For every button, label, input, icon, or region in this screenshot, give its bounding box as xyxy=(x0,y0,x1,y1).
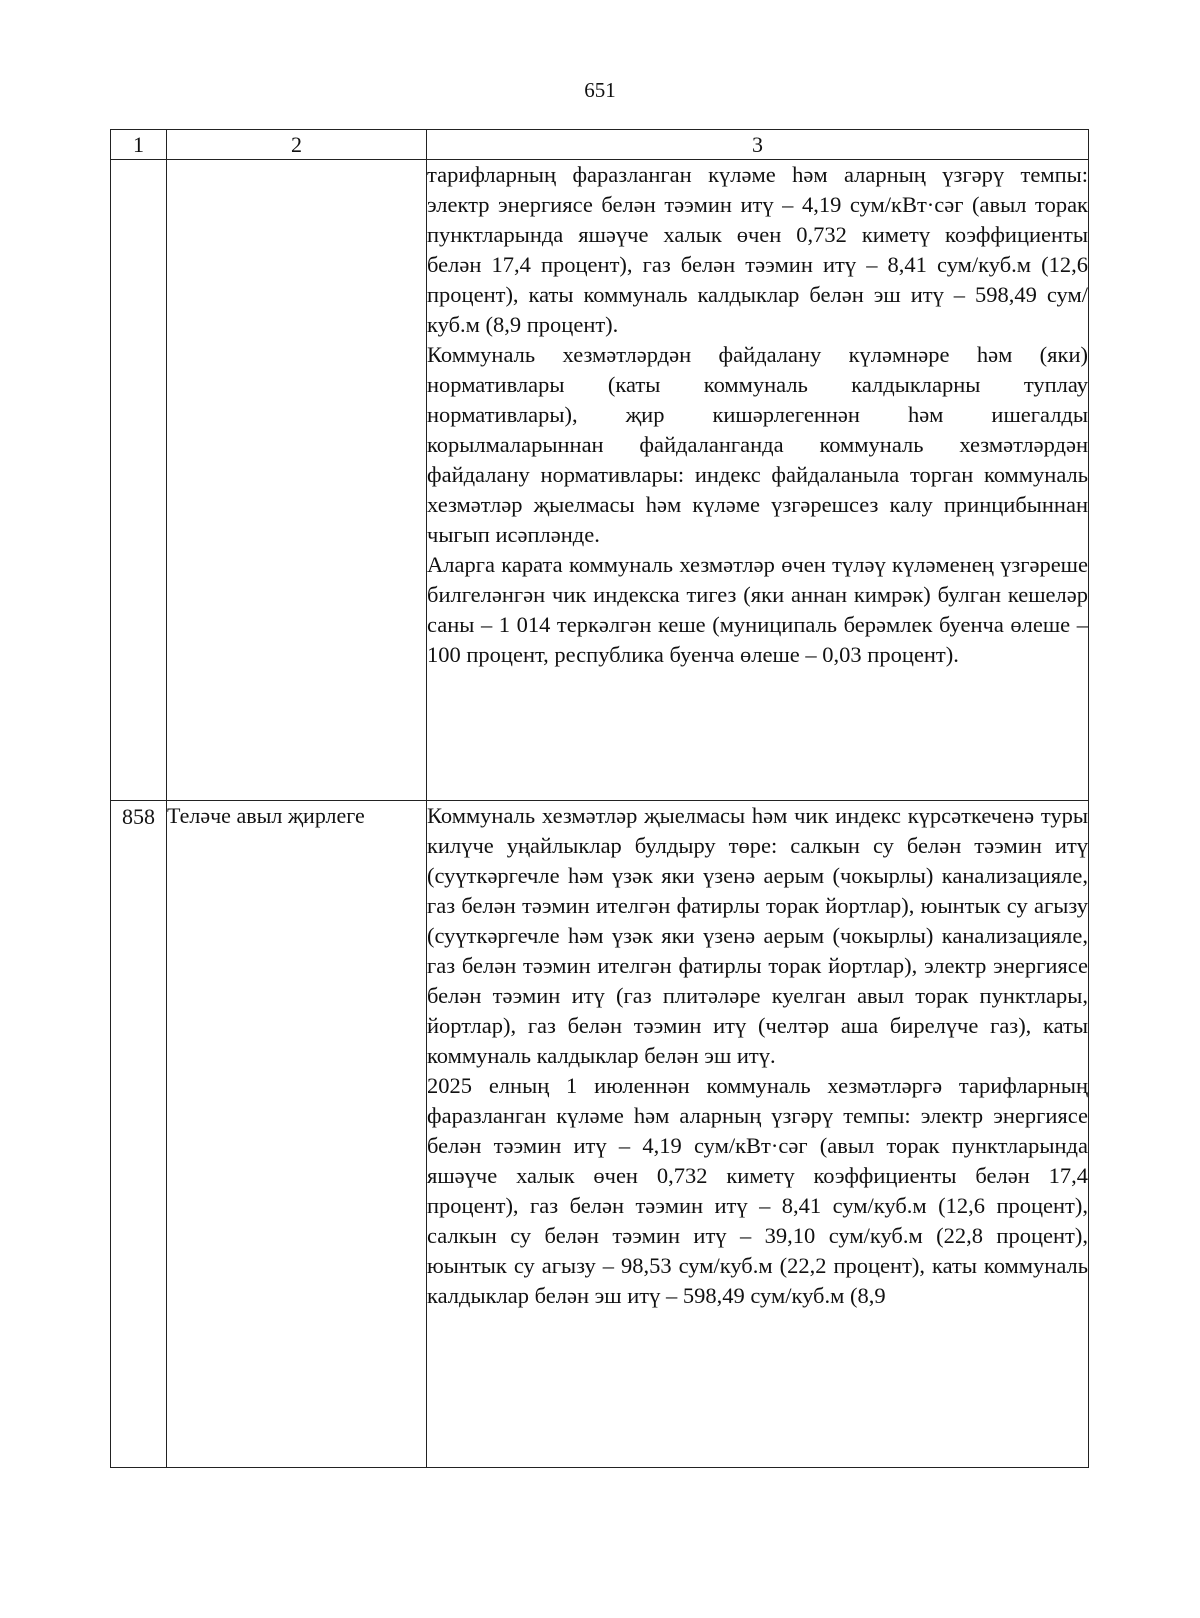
header-cell-2: 2 xyxy=(167,130,427,160)
description-cell xyxy=(427,160,1089,801)
header-cell-3: 3 xyxy=(427,130,1089,160)
header-row xyxy=(111,130,1089,160)
paragraph: Коммуналь хезмәтләрдән файдалану күләмнәре һәм (яки) нормативлары (каты коммуналь калдыкларны туплау нормативлары), җир кишәрлегеннән һәм ишегалды корылмаларыннан файдаланганда коммуналь хезмәтләрдән файдалану нормативлары: индекс файдаланыла торган коммуналь хезмәтләр җыелмасы һәм күләме үзгәрешсез калу принцибыннан чыгып исәпләнде. xyxy=(427,342,1088,547)
description-cell xyxy=(427,801,1089,1468)
settlement-name xyxy=(167,160,427,801)
header-cell-1: 1 xyxy=(111,130,167,160)
paragraph: Коммуналь хезмәтләр җыелмасы һәм чик индекс күрсәткеченә туры килүче уңайлыклар булдыру төре: салкын су белән тәэмин итү (суүткәргечле һәм үзәк яки үзенә аерым (чокырлы) канализацияле, газ белән тәэмин ителгән фатирлы торак йортлар), юынтык су агызу (суүткәргечле һәм үзәк яки үзенә аерым (чокырлы) канализацияле, газ белән тәэмин ителгән фатирлы торак йортлар), электр энергиясе белән тәэмин итү (газ плитәләре куелган авыл торак пунктлары, йортлар), газ белән тәэмин итү (челтәр аша бирелүче газ), каты коммуналь калдыклар белән эш итү. xyxy=(427,803,1088,1068)
paragraph: 2025 елның 1 июленнән коммуналь хезмәтләргә тарифларның фаразланган күләме һәм аларның үзгәрү темпы: электр энергиясе белән тәэмин итү – 4,19 сум/кВт·сәг (авыл торак пунктларында яшәүче халык өчен 0,732 киметү коэффициенты белән 17,4 процент), газ белән тәэмин итү – 8,41 сум/куб.м (12,6 процент), салкын су белән тәэмин итү – 39,10 сум/куб.м (22,8 процент), юынтык су агызу – 98,53 сум/куб.м (22,2 процент), каты коммуналь калдыклар белән эш итү – 598,49 сум/куб.м (8,9 xyxy=(427,1073,1088,1308)
paragraph: Аларга карата коммуналь хезмәтләр өчен түләү күләменең үзгәреше билгеләнгән чик индекска тигез (яки аннан кимрәк) булган кешеләр саны – 1 014 теркәлгән кеше (муниципаль берәмлек буенча өлеше – 100 процент, республика буенча өлеше – 0,03 процент). xyxy=(427,552,1088,667)
settlement-name: Теләче авыл җирлеге xyxy=(167,801,427,1468)
paragraph: тарифларның фаразланган күләме һәм аларның үзгәрү темпы: электр энергиясе белән тәэмин итү – 4,19 сум/кВт·сәг (авыл торак пунктларында яшәүче халык өчен 0,732 киметү коэффициенты белән 17,4 процент), газ белән тәэмин итү – 8,41 сум/куб.м (12,6 процент), каты коммуналь калдыклар белән эш итү – 598,49 сум/куб.м (8,9 процент). xyxy=(427,162,1088,337)
row-number xyxy=(111,160,167,801)
document-table xyxy=(110,129,1089,1468)
table-row xyxy=(111,801,1089,1468)
page-number: 651 xyxy=(584,78,616,102)
table-row xyxy=(111,160,1089,801)
row-number: 858 xyxy=(111,801,167,1468)
